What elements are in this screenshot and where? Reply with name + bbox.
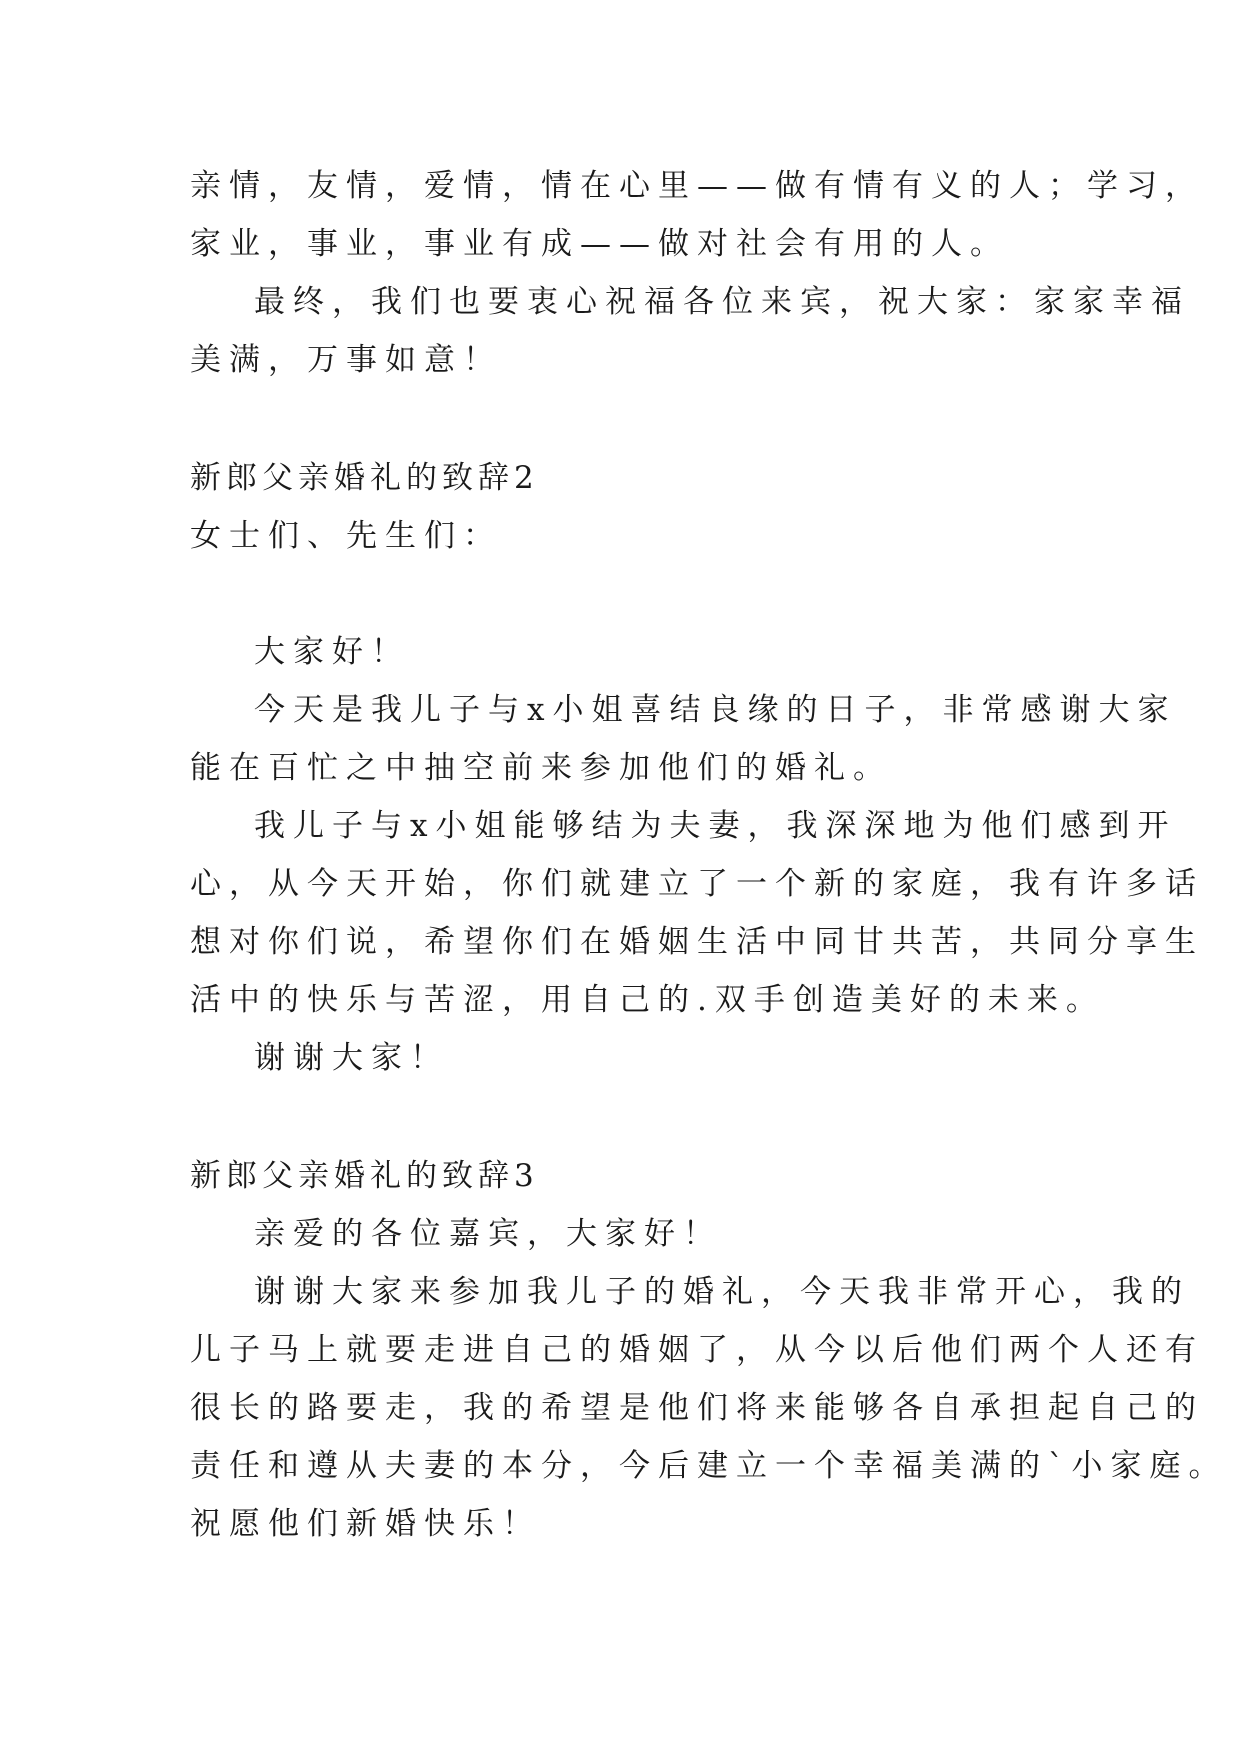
paragraph-line: 大家好！	[254, 634, 410, 670]
paragraph-line: 谢谢大家！	[254, 1040, 449, 1076]
section-heading: 新郎父亲婚礼的致辞2	[190, 460, 539, 496]
paragraph-line: 活中的快乐与苦涩，用自己的.双手创造美好的未来。	[190, 982, 1105, 1018]
paragraph-line: 祝愿他们新婚快乐！	[190, 1506, 541, 1542]
paragraph-line: 能在百忙之中抽空前来参加他们的婚礼。	[190, 750, 892, 786]
paragraph-line: 亲情，友情，爱情，情在心里——做有情有义的人；学习，	[190, 168, 1204, 204]
paragraph-line: 我儿子与x小姐能够结为夫妻，我深深地为他们感到开	[254, 808, 1177, 844]
paragraph-line: 想对你们说，希望你们在婚姻生活中同甘共苦，共同分享生	[190, 924, 1204, 960]
salutation: 女士们、先生们：	[190, 518, 502, 554]
paragraph-line: 责任和遵从夫妻的本分，今后建立一个幸福美满的`小家庭。	[190, 1448, 1228, 1484]
paragraph-line: 儿子马上就要走进自己的婚姻了，从今以后他们两个人还有	[190, 1332, 1204, 1368]
paragraph-line: 心，从今天开始，你们就建立了一个新的家庭，我有许多话	[190, 866, 1204, 902]
paragraph-line: 最终，我们也要衷心祝福各位来宾，祝大家：家家幸福	[254, 284, 1190, 320]
paragraph-line: 家业，事业，事业有成——做对社会有用的人。	[190, 226, 1009, 262]
section-heading: 新郎父亲婚礼的致辞3	[190, 1158, 539, 1194]
paragraph-line: 今天是我儿子与x小姐喜结良缘的日子，非常感谢大家	[254, 692, 1177, 728]
paragraph-line: 亲爱的各位嘉宾，大家好！	[254, 1216, 722, 1252]
paragraph-line: 美满，万事如意！	[190, 342, 502, 378]
paragraph-line: 谢谢大家来参加我儿子的婚礼，今天我非常开心，我的	[254, 1274, 1190, 1310]
paragraph-line: 很长的路要走，我的希望是他们将来能够各自承担起自己的	[190, 1390, 1204, 1426]
